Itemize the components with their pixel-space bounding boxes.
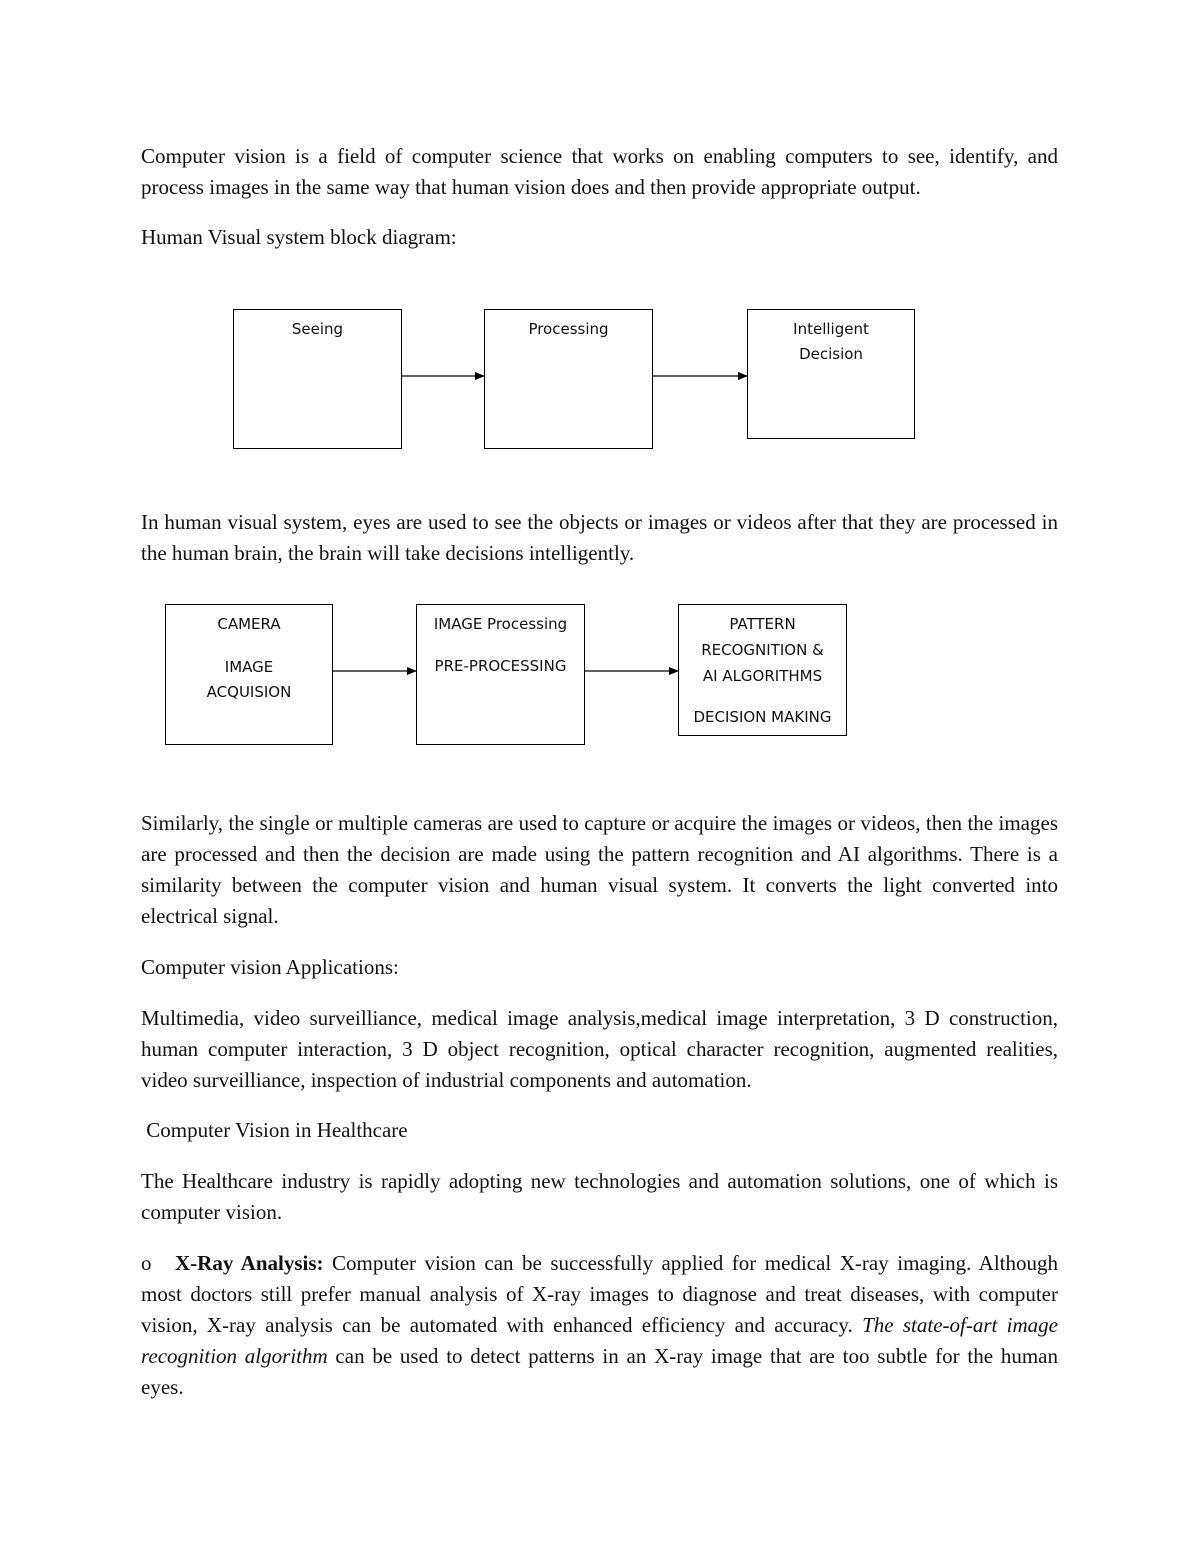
- intelligent-label: Intelligent: [793, 320, 869, 338]
- image-processing-label: IMAGE Processing: [433, 615, 568, 633]
- xray-text-part1: Computer vision can be successfully applied for medical X-ray imaging. Although most doctors still prefer manual analysis of X-ray images to diagnose and treat diseases, with computer vision, X-ray analysis can be automated with enhanced efficiency and accuracy.: [141, 1251, 1058, 1337]
- ai-algorithms-label: AI ALGORITHMS: [702, 667, 823, 685]
- intro-paragraph: Computer vision is a field of computer science that works on enabling computers to see, identify, and process images in the same way that human vision does and then provide appropriate output.: [141, 144, 1058, 199]
- recognition-label: RECOGNITION &: [701, 641, 824, 659]
- similarity-paragraph: Similarly, the single or multiple cameras are used to capture or acquire the images or videos, then the images are processed and then the decision are made using the pattern recognition and AI algorithms. There is a similarity between the computer vision and human visual system. It converts the light converted into electrical signal.: [141, 811, 1058, 928]
- hvs-heading: Human Visual system block diagram:: [141, 225, 457, 249]
- xray-title: X-Ray Analysis:: [175, 1251, 324, 1275]
- acquision-label: ACQUISION: [206, 683, 292, 701]
- bullet-marker: o: [141, 1251, 152, 1275]
- xray-text-part2: can be used to detect patterns in an X-ray image that are too subtle for the human eyes.: [141, 1344, 1058, 1399]
- xray-bullet-item: [141, 1248, 1058, 1403]
- healthcare-paragraph: The Healthcare industry is rapidly adopting new technologies and automation solutions, one of which is computer vision.: [141, 1169, 1058, 1224]
- applications-heading: Computer vision Applications:: [141, 955, 399, 979]
- image-label: IMAGE: [224, 658, 274, 676]
- applications-paragraph: Multimedia, video surveilliance, medical image analysis,medical image interpretation, 3 D construction, human computer interaction, 3 D object recognition, optical character recognition, augmented realities, video surveilliance, inspection of industrial components and automation.: [141, 1006, 1058, 1092]
- decision-making-label: DECISION MAKING: [693, 708, 832, 726]
- seeing-label: Seeing: [291, 320, 344, 338]
- hvs-paragraph: In human visual system, eyes are used to see the objects or images or videos after that they are processed in the human brain, the brain will take decisions intelligently.: [141, 510, 1058, 565]
- healthcare-heading: Computer Vision in Healthcare: [141, 1118, 408, 1142]
- xray-italic-text: The state-of-art image recognition algorithm: [141, 1313, 1058, 1368]
- processing-label: Processing: [528, 320, 609, 338]
- pre-processing-label: PRE-PROCESSING: [434, 657, 567, 675]
- camera-label: CAMERA: [217, 615, 281, 633]
- pattern-label: PATTERN: [729, 615, 796, 633]
- decision-label: Decision: [799, 345, 863, 363]
